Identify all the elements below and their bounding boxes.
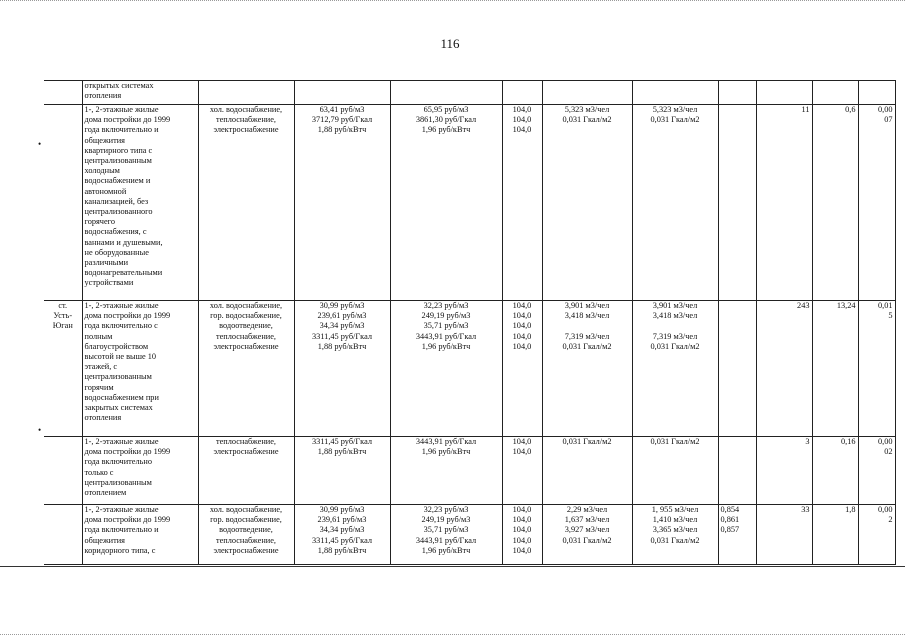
pct-cell: 0,00 07: [858, 105, 895, 301]
coef-cell: [718, 81, 756, 105]
tariff-table: [44, 80, 896, 565]
count-cell: 3: [756, 437, 812, 505]
settlement-cell: ст. Усть- Юган: [44, 301, 82, 437]
pct-cell: 0,00 02: [858, 437, 895, 505]
settlement-cell: [44, 505, 82, 565]
norm-new-cell: 5,323 м3/чел 0,031 Гкал/м2: [632, 105, 718, 301]
share-cell: 0,16: [812, 437, 858, 505]
share-cell: 13,24: [812, 301, 858, 437]
count-cell: 33: [756, 505, 812, 565]
coef-cell: [718, 437, 756, 505]
norm-cell: 5,323 м3/чел 0,031 Гкал/м2: [542, 105, 632, 301]
pct-cell: 0,00 2: [858, 505, 895, 565]
norm-cell: 2,29 м3/чел 1,637 м3/чел 3,927 м3/чел 0,031 Гкал/м2: [542, 505, 632, 565]
tariff-2016-cell: 63,41 руб/м3 3712,79 руб/Гкал 1,88 руб/кВтч: [294, 105, 390, 301]
services-cell: [198, 81, 294, 105]
tariff-2016-cell: 30,99 руб/м3 239,61 руб/м3 34,34 руб/м3 3311,45 руб/Гкал 1,88 руб/кВтч: [294, 505, 390, 565]
pct-cell: [858, 81, 895, 105]
table-row: [44, 81, 895, 105]
share-cell: 1,8: [812, 505, 858, 565]
services-cell: теплоснабжение, электроснабжение: [198, 437, 294, 505]
tariff-2017-cell: [390, 81, 502, 105]
bottom-scan-edge: [0, 634, 905, 635]
tariff-2016-cell: 30,99 руб/м3 239,61 руб/м3 34,34 руб/м3 3311,45 руб/Гкал 1,88 руб/кВтч: [294, 301, 390, 437]
coef-cell: [718, 301, 756, 437]
tariff-2017-cell: 32,23 руб/м3 249,19 руб/м3 35,71 руб/м3 3443,91 руб/Гкал 1,96 руб/кВтч: [390, 505, 502, 565]
index-cell: 104,0 104,0 104,0 104,0 104,0: [502, 505, 542, 565]
norm-new-cell: [632, 81, 718, 105]
coef-cell: [718, 105, 756, 301]
margin-bullet: •: [38, 425, 42, 435]
share-cell: [812, 81, 858, 105]
pct-cell: 0,01 5: [858, 301, 895, 437]
table-row: [44, 437, 895, 505]
index-cell: 104,0 104,0: [502, 437, 542, 505]
norm-new-cell: 0,031 Гкал/м2: [632, 437, 718, 505]
top-scan-edge: [0, 0, 905, 1]
tariff-2016-cell: 3311,45 руб/Гкал 1,88 руб/кВтч: [294, 437, 390, 505]
norm-new-cell: 3,901 м3/чел 3,418 м3/чел 7,319 м3/чел 0,031 Гкал/м2: [632, 301, 718, 437]
services-cell: хол. водоснабжение, теплоснабжение, электроснабжение: [198, 105, 294, 301]
count-cell: 11: [756, 105, 812, 301]
table-row: [44, 105, 895, 301]
tariff-2017-cell: 32,23 руб/м3 249,19 руб/м3 35,71 руб/м3 3443,91 руб/Гкал 1,96 руб/кВтч: [390, 301, 502, 437]
norm-new-cell: 1, 955 м3/чел 1,410 м3/чел 3,365 м3/чел 0,031 Гкал/м2: [632, 505, 718, 565]
margin-bullet: •: [38, 139, 42, 149]
norm-cell: [542, 81, 632, 105]
building-type-cell: 1-, 2-этажные жилые дома постройки до 1999 года включительно только с централизованным отоплением: [82, 437, 198, 505]
coef-cell: 0,854 0,861 0,857: [718, 505, 756, 565]
settlement-cell: [44, 105, 82, 301]
services-cell: хол. водоснабжение, гор. водоснабжение, водоотведение, теплоснабжение, электроснабжение: [198, 505, 294, 565]
tariff-2017-cell: 3443,91 руб/Гкал 1,96 руб/кВтч: [390, 437, 502, 505]
settlement-cell: [44, 81, 82, 105]
count-cell: 243: [756, 301, 812, 437]
table-row: [44, 505, 895, 565]
index-cell: [502, 81, 542, 105]
norm-cell: 3,901 м3/чел 3,418 м3/чел 7,319 м3/чел 0,031 Гкал/м2: [542, 301, 632, 437]
building-type-cell: 1-, 2-этажные жилые дома постройки до 1999 года включительно с полным благоустройством высотой не выше 10 этажей, с централизованным горячим водоснабжением при закрытых системах отопления: [82, 301, 198, 437]
table-row: [44, 301, 895, 437]
building-type-cell: 1-, 2-этажные жилые дома постройки до 1999 года включительно и общежития коридорного типа, с: [82, 505, 198, 565]
building-type-cell: 1-, 2-этажные жилые дома постройки до 1999 года включительно и общежития квартирного типа с централизованным холодным водоснабжением и автономной канализацией, без централизованного горячего водоснабжения, с ваннами и душевыми, не оборудованные различными водонагревательными устройствами: [82, 105, 198, 301]
tariff-2016-cell: [294, 81, 390, 105]
services-cell: хол. водоснабжение, гор. водоснабжение, водоотведение, теплоснабжение, электроснабжение: [198, 301, 294, 437]
settlement-cell: [44, 437, 82, 505]
norm-cell: 0,031 Гкал/м2: [542, 437, 632, 505]
tariff-2017-cell: 65,95 руб/м3 3861,30 руб/Гкал 1,96 руб/кВтч: [390, 105, 502, 301]
building-type-cell: открытых системах отопления: [82, 81, 198, 105]
page-bottom-rule: [0, 566, 905, 567]
index-cell: 104,0 104,0 104,0: [502, 105, 542, 301]
count-cell: [756, 81, 812, 105]
index-cell: 104,0 104,0 104,0 104,0 104,0: [502, 301, 542, 437]
page-number: 116: [440, 36, 460, 51]
share-cell: 0,6: [812, 105, 858, 301]
